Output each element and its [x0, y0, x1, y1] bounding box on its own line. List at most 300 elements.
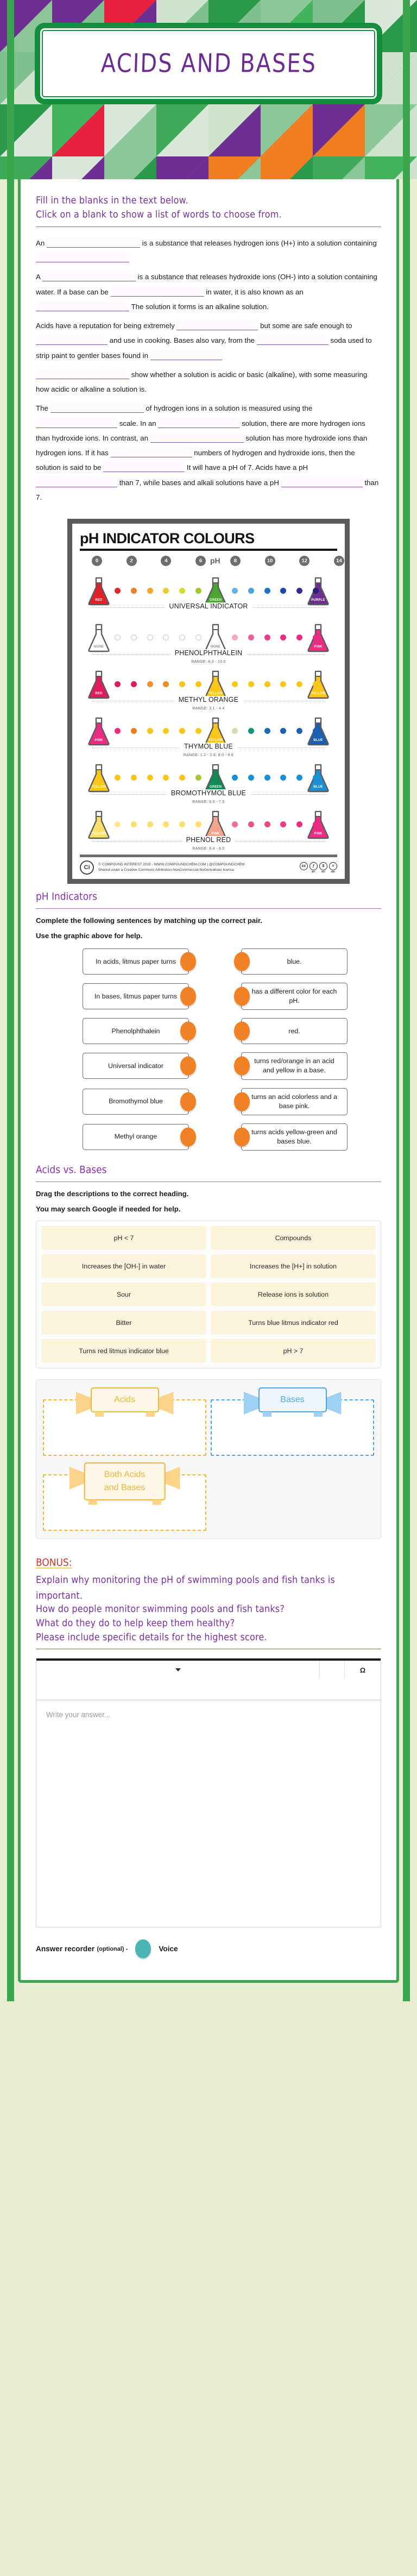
passage-text: scale. In an	[119, 419, 156, 428]
drop-zone-acids[interactable]	[43, 1387, 206, 1456]
ph-colour-dot	[147, 588, 153, 594]
ph-colour-dot	[264, 728, 270, 734]
banner-triangle	[156, 104, 208, 156]
banner-triangle	[313, 104, 365, 156]
passage-text: The solution it forms is an alkaline solution.	[131, 302, 269, 311]
ph-colour-dot	[195, 681, 201, 687]
ph-colour-dot	[296, 728, 302, 734]
drag-instruction-2: You may search Google if needed for help.	[36, 1204, 181, 1213]
ph-colour-dot	[163, 634, 169, 640]
passage-text: some are safe enough to	[272, 322, 352, 330]
ph-colour-dot	[296, 588, 302, 594]
ph-scale-number: 10	[265, 556, 275, 566]
fill-in-blanks-passage	[36, 236, 381, 505]
indicator-row	[80, 571, 337, 612]
flask-label: PINK	[314, 645, 323, 649]
drop-zone-spacer	[211, 1456, 374, 1531]
ph-colour-dot	[232, 634, 238, 640]
blank-input-17[interactable]	[36, 476, 117, 487]
indicator-name-wrap	[80, 742, 337, 751]
banner-triangle	[52, 156, 104, 179]
ph-colour-dot	[313, 775, 319, 781]
ph-scale-number: 4	[161, 556, 171, 566]
ph-colour-dot	[131, 588, 137, 594]
matching-right-card[interactable]	[241, 1088, 348, 1115]
creative-commons-icon: cc	[300, 862, 308, 870]
ph-axis-label: pH	[210, 556, 220, 566]
ph-colour-dot	[195, 634, 201, 640]
cc-icon-label: NC	[321, 870, 325, 874]
banner-triangle	[313, 156, 365, 179]
passage-text: solution has more hydroxide ions than hydrogen	[36, 433, 368, 457]
section-title-ph-indicators: pH Indicators	[36, 890, 97, 903]
indicator-dots-right	[232, 728, 319, 734]
drag-instruction-1: Drag the descriptions to the correct heading.	[36, 1189, 189, 1198]
ph-colour-dot	[280, 588, 286, 594]
ph-scale-number: 0	[92, 556, 102, 566]
indicator-dots-right	[232, 588, 319, 594]
blank-input-13[interactable]	[158, 417, 239, 428]
draggable-tile[interactable]: Increases the [OH-] in water	[41, 1254, 206, 1278]
matching-left-text: In bases, litmus paper turns	[94, 992, 178, 1000]
passage-text: bases and alkali solutions have a pH	[162, 478, 279, 487]
match-connector-knob[interactable]	[180, 1022, 196, 1041]
indicator-range: RANGE: 6.0 - 7.6	[192, 800, 225, 805]
ph-indicator-poster	[67, 519, 350, 884]
indicator-row	[80, 800, 337, 851]
ph-colour-dot	[313, 634, 319, 640]
bonus-question-4: Please include specific details for the highest score.	[36, 1631, 267, 1643]
ph-colour-dot	[248, 775, 254, 781]
ph-colour-dot	[264, 588, 270, 594]
cc-icon-label: BY	[312, 870, 315, 874]
matching-left-card[interactable]	[83, 1053, 189, 1079]
blank-input-8[interactable]	[257, 334, 328, 345]
matching-left-text: Phenolphthalein	[111, 1027, 160, 1035]
ph-colour-dot	[179, 821, 185, 827]
indicator-name: BROMOTHYMOL BLUE	[167, 789, 250, 797]
ph-colour-dot	[131, 634, 137, 640]
ribbon-tab-left	[95, 1412, 104, 1417]
matching-left-card[interactable]	[83, 1018, 189, 1044]
flask-label: YELLOW	[311, 692, 326, 696]
banner-triangle	[156, 156, 208, 179]
flask-label: PINK	[211, 832, 220, 836]
ph-colour-dot	[195, 821, 201, 827]
ph-colour-dot	[115, 634, 121, 640]
ribbon-tab-left	[88, 1500, 97, 1505]
editor-toolbar	[36, 1658, 381, 1679]
matching-right-text: turns an acid colorless and a base pink.	[251, 1092, 337, 1110]
matching-left-card[interactable]	[83, 1124, 189, 1150]
passage-text: numbers of hydrogen and	[194, 449, 276, 457]
passage-text: and use in cooking.	[109, 336, 172, 345]
ph-colour-dot	[147, 681, 153, 687]
ph-colour-dot	[147, 775, 153, 781]
passage-text: A	[36, 273, 41, 281]
font-style-dropdown[interactable]	[36, 1661, 320, 1679]
ph-colour-dot	[313, 728, 319, 734]
ribbon-tab-right	[153, 1500, 161, 1505]
ph-colour-dot	[163, 821, 169, 827]
indicator-dots-left	[115, 775, 201, 781]
blank-input-3[interactable]	[42, 271, 136, 281]
bonus-question-3: What do they do to help keep them healthy?	[36, 1617, 235, 1629]
indicator-dots-right	[232, 681, 319, 687]
ph-colour-dot	[296, 681, 302, 687]
drop-zone-label-both: Both Acids and Bases	[84, 1462, 166, 1500]
draggable-tile[interactable]: Bitter	[41, 1311, 206, 1335]
ph-colour-dot	[248, 588, 254, 594]
blank-input-14[interactable]	[150, 432, 244, 443]
flask-label: GREEN	[209, 599, 222, 602]
title-card	[35, 23, 382, 104]
ph-colour-dot	[313, 681, 319, 687]
ph-colour-dot	[313, 588, 319, 594]
flask-label: YELLOW	[208, 692, 223, 696]
ph-colour-dot	[179, 775, 185, 781]
ribbon-bases	[258, 1387, 327, 1412]
flask-label: NONE	[93, 645, 104, 649]
matching-right-card[interactable]	[241, 1123, 348, 1151]
passage-text: (alkaline), with some measuring how acidic or alkaline a solution is.	[36, 370, 368, 394]
matching-pair-row	[36, 948, 381, 975]
flask-label: GREEN	[209, 786, 222, 789]
indicator-name-wrap	[80, 695, 337, 705]
blank-input-6[interactable]	[176, 319, 258, 330]
creative-commons-icons	[300, 862, 337, 873]
passage-text: to gentler bases found in	[69, 351, 148, 360]
blank-input-15[interactable]	[111, 447, 192, 457]
matching-pair-row	[36, 1123, 381, 1151]
poster-title: pH INDICATOR COLOURS	[80, 530, 337, 551]
credit-line-1: © COMPOUND INTEREST 2015 - WWW.COMPOUNDCHEM.COM | @COMPOUNDCHEM	[98, 862, 245, 866]
passage-text: ions. If it has	[68, 449, 109, 457]
matching-right-card[interactable]	[241, 1052, 348, 1079]
passage-text: than 7, while	[119, 478, 160, 487]
flask-label: RED	[95, 599, 103, 602]
matching-right-card[interactable]	[241, 983, 348, 1010]
indicator-row	[80, 660, 337, 711]
poster-credits	[98, 862, 295, 873]
indicator-dots-left	[115, 681, 201, 687]
ph-colour-dot	[232, 728, 238, 734]
answer-textarea[interactable]	[36, 1700, 381, 1927]
indicator-name: METHYL ORANGE	[174, 696, 243, 703]
indicator-name: UNIVERSAL INDICATOR	[165, 602, 252, 610]
blank-input-9[interactable]	[150, 349, 222, 360]
blank-input-5[interactable]	[36, 300, 129, 311]
draggable-tile[interactable]: Compounds	[211, 1226, 376, 1250]
ph-colour-dot	[264, 634, 270, 640]
matching-pairs	[36, 948, 381, 1151]
voice-label: Voice	[159, 1945, 178, 1953]
ph-colour-dot	[232, 681, 238, 687]
section-title-acids-vs-bases: Acids vs. Bases	[36, 1164, 107, 1177]
ph-colour-dot	[131, 775, 137, 781]
indicator-name: THYMOL BLUE	[180, 743, 237, 750]
passage-text: (OH-) into a solution containing water. If a base can be	[36, 273, 377, 296]
draggable-tile[interactable]: Release ions is solution	[211, 1283, 376, 1306]
ph-colour-dot	[115, 681, 121, 687]
matching-instruction-2: Use the graphic above for help.	[36, 932, 143, 940]
draggable-tile[interactable]: Turns blue litmus indicator red	[211, 1311, 376, 1335]
bonus-heading: BONUS:	[36, 1556, 72, 1569]
match-connector-knob[interactable]	[234, 1022, 250, 1041]
ph-colour-dot	[131, 821, 137, 827]
blank-input-2[interactable]	[36, 252, 129, 262]
ph-colour-dot	[280, 775, 286, 781]
indicator-name-wrap	[80, 648, 337, 658]
flask-label: YELLOW	[91, 786, 106, 789]
creative-commons-icon: =	[329, 862, 337, 870]
ph-colour-dot	[147, 728, 153, 734]
indicator-dots-right	[232, 775, 319, 781]
passage-text: The	[36, 404, 48, 413]
fill-blanks-instruction-1: Fill in the blanks in the text below.	[36, 194, 188, 206]
ph-colour-dot	[163, 775, 169, 781]
passage-text: Bases also vary, from the	[174, 336, 255, 345]
banner-triangle	[104, 156, 156, 179]
ph-colour-dot	[313, 821, 319, 827]
matching-left-card[interactable]	[83, 983, 189, 1009]
indicator-dots-left	[115, 588, 201, 594]
ph-colour-dot	[163, 588, 169, 594]
drop-zones-container	[36, 1379, 381, 1539]
match-connector-knob[interactable]	[234, 1092, 250, 1111]
ph-colour-dot	[280, 821, 286, 827]
cc-icon-label: ND	[331, 870, 335, 874]
ph-colour-dot	[232, 775, 238, 781]
ph-colour-dot	[248, 821, 254, 827]
special-character-button[interactable]: Ω	[359, 1666, 366, 1674]
fill-blanks-instruction-2: Click on a blank to show a list of words to choose from.	[36, 208, 282, 220]
ph-colour-dot	[280, 681, 286, 687]
indicator-name-wrap	[80, 601, 337, 611]
ph-colour-dot	[179, 588, 185, 594]
creative-commons-icon: $	[319, 862, 327, 870]
answer-recorder-row	[36, 1939, 381, 1958]
ph-colour-dot	[195, 775, 201, 781]
ph-colour-dot	[131, 728, 137, 734]
ph-colour-dot	[264, 681, 270, 687]
flask-label: YELLOW	[208, 739, 223, 743]
passage-text: than 7.	[36, 478, 379, 501]
ph-colour-dot	[115, 775, 121, 781]
match-connector-knob[interactable]	[234, 1127, 250, 1146]
banner-triangle	[104, 104, 156, 156]
ph-scale-number: 12	[299, 556, 309, 566]
match-connector-knob[interactable]	[180, 952, 196, 971]
matching-left-text: Bromothymol blue	[109, 1097, 163, 1105]
matching-pair-row	[36, 1088, 381, 1115]
passage-text: of hydrogen ions in a solution is measured	[146, 404, 281, 413]
ph-colour-dot	[179, 634, 185, 640]
ribbon-both	[84, 1462, 166, 1500]
passage-text: soda used to strip paint	[36, 336, 372, 360]
recorder-optional-label: (optional) -	[97, 1945, 128, 1952]
matching-right-card[interactable]	[241, 1018, 348, 1044]
blank-input-7[interactable]	[36, 334, 108, 345]
drop-zone-label-bases: Bases	[258, 1387, 327, 1412]
ph-colour-dot	[248, 634, 254, 640]
indicator-rows	[80, 571, 337, 851]
flask-label: BLUE	[313, 739, 323, 743]
ribbon-tab-left	[263, 1412, 271, 1417]
matching-right-text: turns acids yellow-green and bases blue.	[251, 1128, 337, 1145]
ph-scale-number: 14	[334, 556, 344, 566]
cc-icon-group	[319, 862, 327, 873]
ph-scale-number: 8	[230, 556, 241, 566]
indicator-range: RANGE: 1.2 - 2.8, 8.0 - 9.6	[183, 753, 234, 758]
matching-pair-row	[36, 1018, 381, 1044]
ph-colour-dot	[147, 634, 153, 640]
indicator-dots-right	[232, 634, 319, 640]
indicator-dots-right	[232, 821, 319, 827]
blank-input-11[interactable]	[50, 402, 144, 413]
answer-editor	[36, 1658, 381, 1927]
draggable-tiles-container	[36, 1221, 381, 1368]
ribbon-tab-right	[146, 1412, 155, 1417]
matching-left-text: Universal indicator	[108, 1061, 163, 1070]
banner-triangle	[208, 104, 261, 156]
matching-left-text: In acids, litmus paper turns	[95, 957, 176, 965]
ph-colour-dot	[296, 821, 302, 827]
bonus-question-2: How do people monitor swimming pools and fish tanks?	[36, 1603, 285, 1614]
passage-text: An	[36, 238, 45, 247]
banner-triangle	[208, 156, 261, 179]
chevron-down-icon	[175, 1668, 181, 1672]
divider	[36, 908, 381, 909]
flask-label: RED	[95, 692, 103, 696]
ph-colour-dot	[115, 588, 121, 594]
match-connector-knob[interactable]	[234, 1057, 250, 1076]
passage-text: will have a pH of 7. Acids have a pH	[192, 463, 308, 472]
ph-colour-dot	[195, 588, 201, 594]
passage-text: solution, there are more hydrogen ions than hydroxide ions. In contrast, an	[36, 419, 365, 442]
matching-right-text: blue.	[287, 957, 302, 965]
flask-label: PURPLE	[311, 599, 325, 602]
ph-colour-dot	[232, 588, 238, 594]
passage-text: hydroxide ions, then the solution is said to be	[36, 449, 355, 472]
blank-input-16[interactable]	[103, 461, 185, 472]
ph-colour-dot	[195, 728, 201, 734]
ribbon-acids	[91, 1387, 159, 1412]
right-green-edge	[403, 0, 410, 2001]
match-connector-knob[interactable]	[180, 1057, 196, 1076]
matching-right-text: turns red/orange in an acid and yellow in a base.	[254, 1057, 334, 1075]
ph-colour-dot	[179, 681, 185, 687]
indicator-name: PHENOLPHTHALEIN	[170, 649, 247, 657]
ph-colour-dot	[115, 728, 121, 734]
ph-colour-dot	[163, 728, 169, 734]
passage-text: using the	[283, 404, 313, 413]
ph-colour-dot	[264, 821, 270, 827]
recorder-label: Answer recorder	[36, 1945, 95, 1953]
blank-input-10[interactable]	[36, 368, 129, 379]
draggable-tile[interactable]: Increases the [H+] in solution	[211, 1254, 376, 1278]
draggable-tile[interactable]: Sour	[41, 1283, 206, 1306]
draggable-tile[interactable]: pH < 7	[41, 1226, 206, 1250]
match-connector-knob[interactable]	[180, 1127, 196, 1146]
indicator-dots-left	[115, 728, 201, 734]
flask-label: BLUE	[313, 786, 323, 789]
ph-colour-dot	[232, 821, 238, 827]
matching-left-card[interactable]	[83, 1089, 189, 1115]
passage-text: (H+) into a solution containing	[281, 238, 377, 247]
poster-footer	[80, 855, 337, 875]
match-connector-knob[interactable]	[234, 987, 250, 1006]
matching-left-card[interactable]	[83, 948, 189, 975]
drop-zone-label-acids: Acids	[91, 1387, 159, 1412]
ph-colour-dot	[163, 681, 169, 687]
tile-grid	[41, 1226, 376, 1363]
match-connector-knob[interactable]	[180, 987, 196, 1006]
passage-text: show whether a solution is acidic or basic	[131, 370, 264, 379]
blank-input-18[interactable]	[281, 476, 363, 487]
indicator-dots-left	[115, 634, 201, 640]
cc-icon-group	[309, 862, 318, 873]
blank-input-4[interactable]	[111, 286, 204, 297]
ph-colour-dot	[147, 821, 153, 827]
bonus-question-1: Explain why monitoring the pH of swimming pools and fish tanks is important.	[36, 1574, 335, 1601]
ph-colour-dot	[248, 728, 254, 734]
indicator-name-wrap	[80, 788, 337, 798]
matching-pair-row	[36, 983, 381, 1010]
indicator-range: RANGE: 8.3 - 10.0	[191, 660, 226, 664]
passage-text: but	[260, 322, 270, 330]
match-connector-knob[interactable]	[180, 1092, 196, 1111]
draggable-tile[interactable]: pH > 7	[211, 1339, 376, 1363]
match-connector-knob[interactable]	[234, 952, 250, 971]
flask-label: PINK	[94, 739, 103, 743]
passage-text: Acids have a reputation for being extremely	[36, 322, 175, 330]
draggable-tile[interactable]: Turns red litmus indicator blue	[41, 1339, 206, 1363]
passage-text: is a substance that releases hydroxide ions	[137, 273, 276, 281]
cc-icon-group	[300, 862, 308, 873]
creative-commons-icon: ƒ	[309, 862, 318, 870]
indicator-row	[80, 707, 337, 758]
passage-text: in water, it is also known as an	[206, 287, 304, 296]
ph-colour-dot	[115, 821, 121, 827]
editor-toolbar-row-2	[36, 1679, 381, 1700]
blank-input-1[interactable]	[47, 237, 140, 248]
compound-interest-logo-icon: Ci	[80, 860, 94, 875]
ph-indicator-poster-wrap	[36, 519, 381, 884]
flask-label: NONE	[210, 645, 221, 649]
ph-colour-dot	[131, 681, 137, 687]
matching-right-text: red.	[288, 1027, 300, 1035]
ph-colour-dot	[296, 634, 302, 640]
matching-right-card[interactable]	[241, 948, 348, 975]
voice-record-button[interactable]	[135, 1939, 151, 1958]
drop-zone-both[interactable]	[43, 1462, 206, 1531]
banner-triangle	[261, 104, 313, 156]
ph-colour-dot	[264, 775, 270, 781]
ph-scale-number: 6	[195, 556, 206, 566]
ph-scale-axis	[80, 556, 342, 569]
ph-colour-dot	[248, 681, 254, 687]
page-title: ACIDS AND BASES	[100, 48, 317, 79]
passage-text: It	[186, 463, 191, 472]
indicator-range: RANGE: 6.4 - 8.0	[192, 847, 225, 851]
drop-zone-bases[interactable]	[211, 1387, 374, 1456]
passage-text: is a substance that releases hydrogen ions	[142, 238, 279, 247]
indicator-row	[80, 753, 337, 805]
toolbar-button-blank[interactable]	[320, 1661, 345, 1679]
matching-pair-row	[36, 1052, 381, 1079]
blank-input-12[interactable]	[36, 417, 117, 428]
